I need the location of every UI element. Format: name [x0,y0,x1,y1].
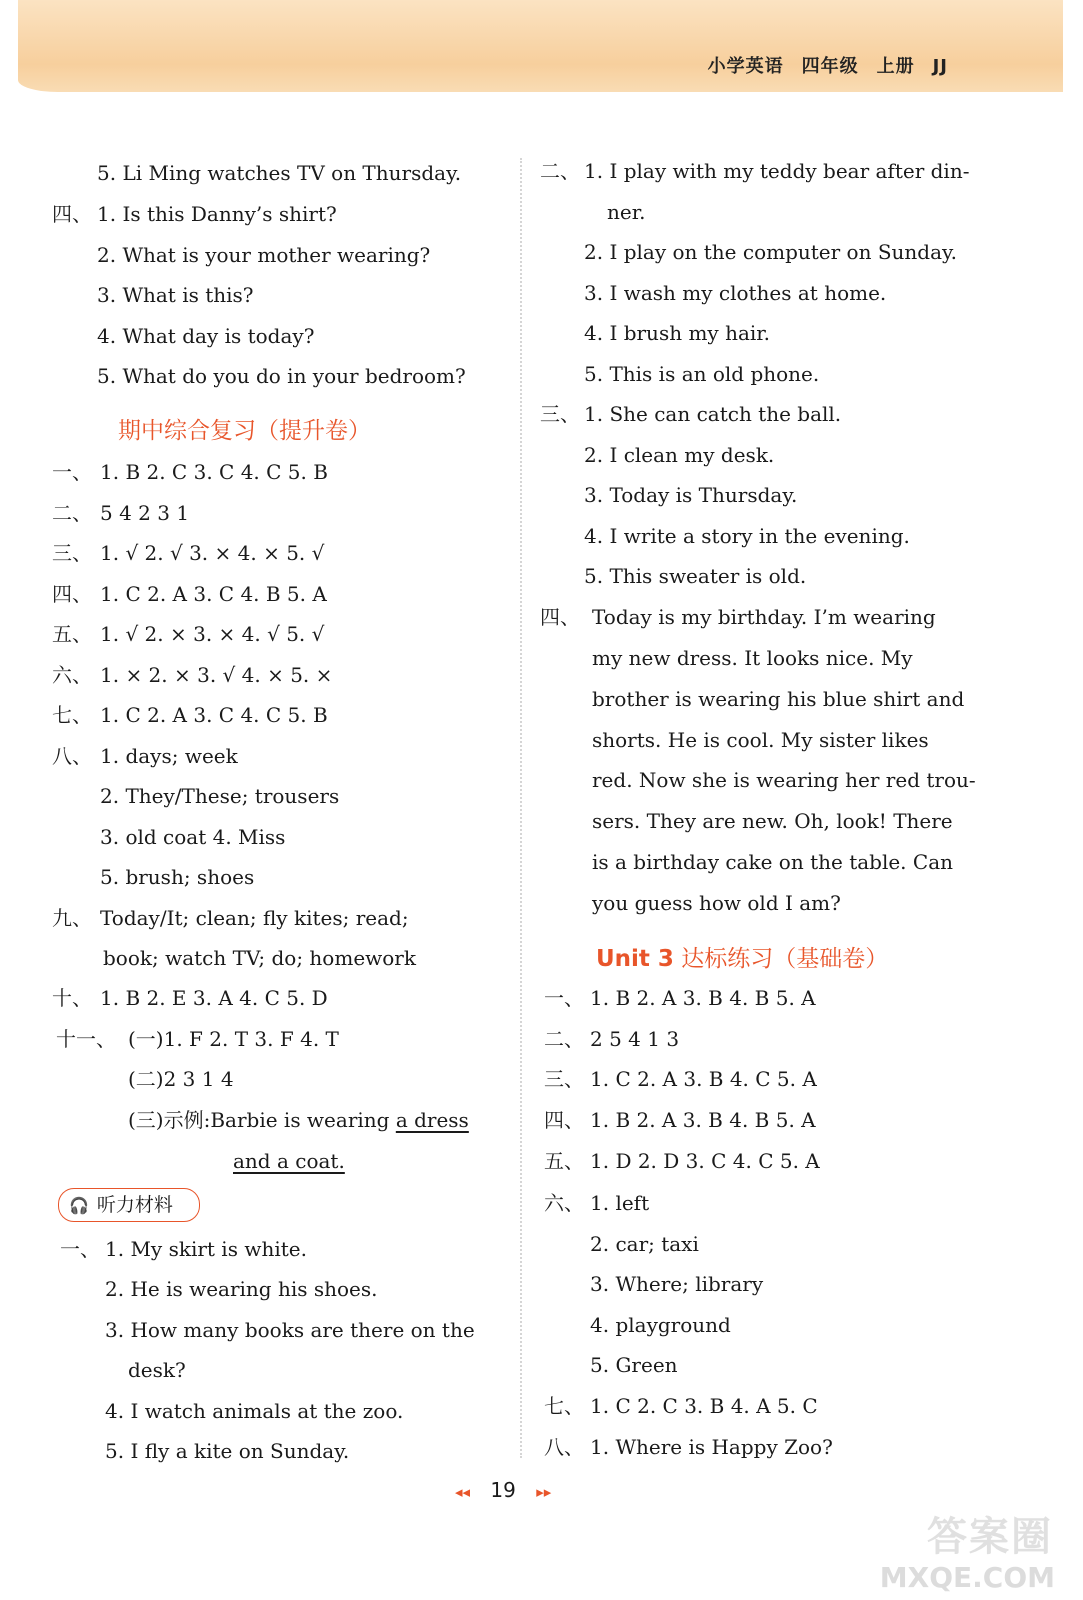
passage-line: sers. They are new. Oh, look! There [592,809,953,833]
section-label: 一、 [544,986,584,1010]
section-label: 七、 [544,1394,584,1418]
watermark-url: MXQE.COM [879,1561,1055,1594]
answer-line: book; watch TV; do; homework [103,946,416,970]
answer-line: 2. What is your mother wearing? [97,243,431,267]
answer-line: 1. √ 2. × 3. × 4. √ 5. √ [100,622,325,646]
answer-line [128,1107,469,1133]
answer-line: 1. C 2. A 3. C 4. C 5. B [100,703,328,727]
watermark-logo: 答案圈 [927,1514,1053,1560]
prev-arrows-icon: ◂◂ [455,1483,471,1501]
answer-line [233,1148,345,1174]
header-banner [18,0,1063,92]
answer-line: 1. B 2. E 3. A 4. C 5. D [100,986,328,1010]
answer-line: 1. days; week [100,744,238,768]
column-divider [520,158,522,1458]
answer-line: 5 4 2 3 1 [100,501,190,525]
section-label: 六、 [544,1191,584,1215]
section-label: 四、 [52,582,92,606]
answer-line: 4. What day is today? [97,324,315,348]
section-label: 六、 [52,663,92,687]
passage-line: red. Now she is wearing her red trou- [592,768,976,792]
answer-line: 5. This sweater is old. [584,564,807,588]
answer-line: 4. I brush my hair. [584,321,770,345]
listening-title: 听力材料 [96,1194,173,1216]
answer-line: 5. I fly a kite on Sunday. [105,1439,350,1463]
section-label: 一、 [52,460,92,484]
answer-blank: a dress [395,1108,469,1132]
section-title-unit3 [596,940,888,973]
passage-line: Today is my birthday. I’m wearing [592,605,936,629]
section-label: 三、 [52,541,92,565]
answer-line: 1. She can catch the ball. [584,402,842,426]
page-number: 19 [490,1478,516,1502]
answer-line: 1. I play with my teddy bear after din- [584,159,970,183]
answer-line: 1. B 2. A 3. B 4. B 5. A [590,986,816,1010]
answer-line: 2. I clean my desk. [584,443,775,467]
headphones-icon: 🎧 [69,1196,89,1215]
answer-line: 1. √ 2. √ 3. × 4. × 5. √ [100,541,325,565]
answer-line: 5. What do you do in your bedroom? [97,364,466,388]
answer-line: 1. Where is Happy Zoo? [590,1435,833,1459]
answer-blank: and a coat. [233,1149,345,1173]
answer-line: 4. I watch animals at the zoo. [105,1399,404,1423]
answer-line: 1. C 2. C 3. B 4. A 5. C [590,1394,818,1418]
answer-line: 1. B 2. A 3. B 4. B 5. A [590,1108,816,1132]
section-label: 一、 [60,1237,100,1261]
answer-line: (二)2 3 1 4 [128,1067,234,1091]
section-label: 九、 [52,906,92,930]
section-label: 三、 [540,402,580,426]
answer-line: ner. [607,200,646,224]
section-label: 二、 [540,159,580,183]
answer-line: 4. playground [590,1313,731,1337]
book-info [690,52,948,78]
answer-line: 5. Green [590,1353,678,1377]
section-label: 十、 [52,986,92,1010]
answer-line: 1. left [590,1191,650,1215]
answer-line: 2 5 4 1 3 [590,1027,680,1051]
answer-line: 3. Today is Thursday. [584,483,798,507]
answer-line: 1. × 2. × 3. √ 4. × 5. × [100,663,333,687]
answer-line: 2. car; taxi [590,1232,699,1256]
listening-badge [58,1188,200,1222]
answer-line: 1. C 2. A 3. B 4. C 5. A [590,1067,817,1091]
answer-line: 5. This is an old phone. [584,362,820,386]
section-label: 八、 [52,744,92,768]
section-label: 四、 [540,605,580,629]
section-label: 二、 [544,1027,584,1051]
volume: 上册 [876,56,915,77]
section-label: 三、 [544,1067,584,1091]
section-label: 四、 [544,1108,584,1132]
section-label: 四、 [52,202,92,226]
answer-line: 1. B 2. C 3. C 4. C 5. B [100,460,328,484]
answer-line: desk? [128,1358,186,1382]
answer-line: 1. C 2. A 3. C 4. B 5. A [100,582,327,606]
answer-line: 1. My skirt is white. [105,1237,307,1261]
answer-prefix: (三)示例:Barbie is wearing [128,1108,396,1132]
answer-line: 4. I write a story in the evening. [584,524,910,548]
page-footer [455,1478,551,1502]
answer-line: 2. He is wearing his shoes. [105,1277,378,1301]
section-title-midterm: 期中综合复习（提升卷） [118,418,371,444]
answer-line: Today/It; clean; fly kites; read; [100,906,409,930]
edition: JJ [932,56,948,77]
section-label: 五、 [544,1149,584,1173]
passage-line: you guess how old I am? [592,891,841,915]
section-label: 五、 [52,622,92,646]
next-arrows-icon: ▸▸ [536,1483,552,1501]
answer-line: 1. Is this Danny’s shirt? [97,202,337,226]
answer-line: 2. They/These; trousers [100,784,340,808]
passage-line: brother is wearing his blue shirt and [592,687,965,711]
subject: 小学英语 [707,56,784,77]
section-label: 八、 [544,1435,584,1459]
answer-line: 3. What is this? [97,283,254,307]
passage-line: my new dress. It looks nice. My [592,646,913,670]
section-label: 二、 [52,501,92,525]
unit-subtitle: 达标练习（基础卷） [681,946,889,972]
answer-line: (一)1. F 2. T 3. F 4. T [128,1027,339,1051]
passage-line: shorts. He is cool. My sister likes [592,728,929,752]
passage-line: is a birthday cake on the table. Can [592,850,954,874]
answer-line: 5. brush; shoes [100,865,255,889]
answer-line: 1. D 2. D 3. C 4. C 5. A [590,1149,820,1173]
section-label: 十一、 [56,1027,116,1051]
answer-line: 3. old coat 4. Miss [100,825,286,849]
answer-line: 3. I wash my clothes at home. [584,281,887,305]
answer-line: 5. Li Ming watches TV on Thursday. [97,161,462,185]
answer-line: 3. Where; library [590,1272,764,1296]
answer-line: 3. How many books are there on the [105,1318,475,1342]
answer-line: 2. I play on the computer on Sunday. [584,240,958,264]
section-label: 七、 [52,703,92,727]
unit-label: Unit 3 [596,946,674,972]
grade: 四年级 [801,56,859,77]
